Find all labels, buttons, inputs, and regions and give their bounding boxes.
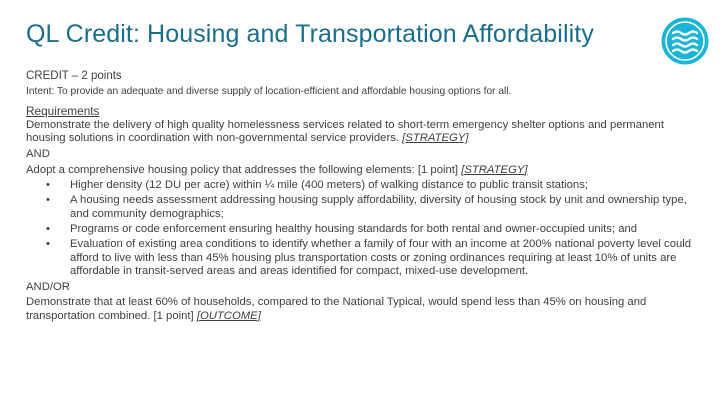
list-item: • Programs or code enforcement ensuring healthy housing standards for both rental and owner-occupied units; and [26, 223, 702, 237]
requirements-heading: Requirements [26, 104, 100, 119]
and-connector: AND [26, 147, 50, 160]
outcome-tag: [OUTCOME] [196, 310, 261, 322]
requirement-text: Demonstrate the delivery of high quality homelessness services related to short-term emergency shelter options and permanent housing solutions in coordination with non-governmental service providers. [26, 118, 664, 145]
requirement-outcome [26, 296, 702, 323]
strategy-tag: [STRATEGY] [402, 132, 469, 145]
requirement-homelessness [26, 119, 702, 146]
requirement-housing-policy [26, 164, 702, 178]
list-item: • Higher density (12 DU per acre) within ¼ mile (400 meters) of walking distance to public transit stations; [26, 179, 702, 193]
list-item: • A housing needs assessment addressing housing supply affordability, diversity of housing stock by unit and ownership type, and community demographics; [26, 194, 702, 221]
intent-statement: Intent: To provide an adequate and diverse supply of location-efficient and affordable housing options for all. [26, 85, 512, 97]
stacked-waves-logo-icon [660, 16, 710, 66]
and-or-connector: AND/OR [26, 280, 70, 293]
credit-content [26, 70, 702, 324]
strategy-tag: [STRATEGY] [461, 163, 528, 176]
credit-points: CREDIT – 2 points [26, 70, 122, 82]
list-item: • Evaluation of existing area conditions to identify whether a family of four with an income at 200% national poverty level could afford to live with less than 45% housing plus transportation costs or zoning ordinances requiring at least 10% of units are affordable in transit-served areas and areas identified for compact, mixed-use development. [26, 238, 702, 279]
page-title: QL Credit: Housing and Transportation Affordability [26, 20, 594, 48]
requirement-text: Adopt a comprehensive housing policy that addresses the following elements: [1 point] [26, 163, 462, 176]
policy-elements-list [26, 179, 702, 279]
requirement-text: Demonstrate that at least 60% of households, compared to the National Typical, would spend less than 45% on housing and transportation combined. [1 point] [26, 296, 647, 322]
